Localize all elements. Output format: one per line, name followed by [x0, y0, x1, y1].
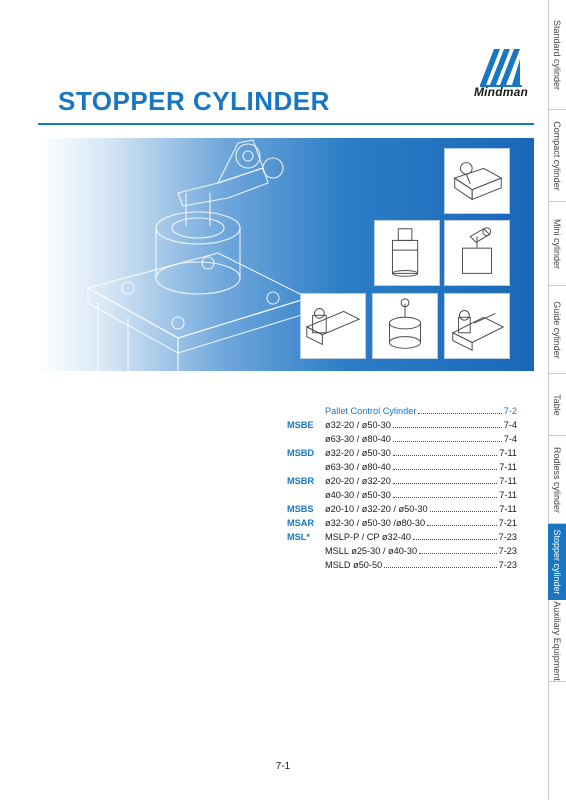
toc-page-ref: 7-23: [498, 546, 517, 556]
toc-page-ref: 7-11: [499, 476, 517, 486]
product-thumbnail: [444, 293, 510, 359]
list-item[interactable]: [287, 545, 517, 558]
model-code: MSL*: [287, 532, 310, 542]
model-code: MSBE: [287, 420, 314, 430]
tab-label: Auxiliary Equipment: [552, 600, 562, 681]
toc-page-ref: 7-4: [503, 434, 517, 444]
mindman-logo-icon: [476, 45, 526, 87]
toc-page-ref: 7-11: [499, 490, 517, 500]
page-number: 7-1: [275, 761, 291, 772]
dot-leader: [430, 511, 498, 512]
product-thumbnail: [444, 148, 510, 214]
toc-page-ref: 7-23: [498, 560, 517, 570]
dot-leader: [419, 553, 497, 554]
tab-label: Mini cylinder: [552, 218, 562, 269]
toc-entry-text: ø32-30 / ø50-30 /ø80-30: [325, 518, 426, 528]
dot-leader: [393, 441, 502, 442]
dot-leader: [413, 539, 497, 540]
list-item[interactable]: [287, 531, 517, 544]
list-item[interactable]: [287, 517, 517, 530]
toc-page-ref: 7-21: [498, 518, 517, 528]
tab-label: Guide cylinder: [552, 300, 562, 359]
page-title: STOPPER CYLINDER: [58, 86, 330, 116]
toc-page-ref: 7-11: [499, 504, 517, 514]
model-code: MSBR: [287, 476, 315, 486]
tab-standard-cylinder[interactable]: [548, 0, 566, 110]
toc-entry-text: ø63-30 / ø80-40: [325, 434, 391, 444]
list-item[interactable]: [287, 419, 517, 432]
tab-label: Table: [552, 393, 562, 416]
list-item[interactable]: [287, 433, 517, 446]
mindman-logo: [470, 45, 532, 103]
dot-leader: [393, 455, 497, 456]
toc-entry-text: ø32-20 / ø50-30: [325, 448, 391, 458]
tab-label: Standard cylinder: [552, 19, 562, 90]
tab-rodless-cylinder[interactable]: [548, 436, 566, 524]
product-thumbnail: [300, 293, 366, 359]
product-thumbnail: [374, 220, 440, 286]
toc-page-ref: 7-23: [498, 532, 517, 542]
tab-label: Rodless cylinder: [552, 446, 562, 513]
dot-leader: [393, 427, 502, 428]
product-thumbnail: [372, 293, 438, 359]
list-item[interactable]: [287, 489, 517, 502]
dot-leader: [418, 413, 501, 414]
toc-entry-text: ø20-20 / ø32-20: [325, 476, 391, 486]
model-code: MSAR: [287, 518, 315, 528]
tab-stopper-cylinder[interactable]: [548, 524, 566, 600]
toc-page-ref: 7-2: [503, 406, 517, 416]
toc-page-ref: 7-4: [503, 420, 517, 430]
section-tabs: [548, 0, 566, 800]
tab-label: Stopper cylinder: [552, 528, 562, 595]
dot-leader: [393, 469, 497, 470]
model-code: MSBD: [287, 448, 315, 458]
toc-entry-text: ø20-10 / ø32-20 / ø50-30: [325, 504, 428, 514]
tab-auxiliary-equipment[interactable]: [548, 600, 566, 682]
toc-entry-text: ø63-30 / ø80-40: [325, 462, 391, 472]
list-item[interactable]: [287, 503, 517, 516]
product-thumbnail: [444, 220, 510, 286]
list-item[interactable]: [287, 447, 517, 460]
toc-entry-text: Pallet Control Cylinder: [325, 406, 417, 416]
tab-guide-cylinder[interactable]: [548, 286, 566, 374]
dot-leader: [427, 525, 497, 526]
tab-mini-cylinder[interactable]: [548, 202, 566, 286]
tab-label: Compact cylinder: [552, 120, 562, 191]
logo-wordmark: Mindman: [473, 85, 529, 99]
stopper-cylinder-drawing: [68, 138, 328, 371]
dot-leader: [393, 483, 497, 484]
toc-entry-text: ø32-20 / ø50-30: [325, 420, 391, 430]
toc-page-ref: 7-11: [499, 448, 517, 458]
toc-entry-text: MSLP-P / CP ø32-40: [325, 532, 411, 542]
tab-table[interactable]: [548, 374, 566, 436]
toc-page-ref: 7-11: [499, 462, 517, 472]
list-item[interactable]: [287, 559, 517, 572]
list-item[interactable]: [287, 475, 517, 488]
model-code: MSBS: [287, 504, 314, 514]
toc-entry-text: MSLL ø25-30 / ø40-30: [325, 546, 418, 556]
dot-leader: [384, 567, 496, 568]
dot-leader: [393, 497, 497, 498]
toc-entry-text: MSLD ø50-50: [325, 560, 383, 570]
tab-compact-cylinder[interactable]: [548, 110, 566, 202]
list-item[interactable]: [287, 461, 517, 474]
hero-banner: [38, 138, 534, 371]
list-item[interactable]: [287, 405, 517, 418]
toc-entry-text: ø40-30 / ø50-30: [325, 490, 391, 500]
title-underline: [38, 123, 534, 125]
